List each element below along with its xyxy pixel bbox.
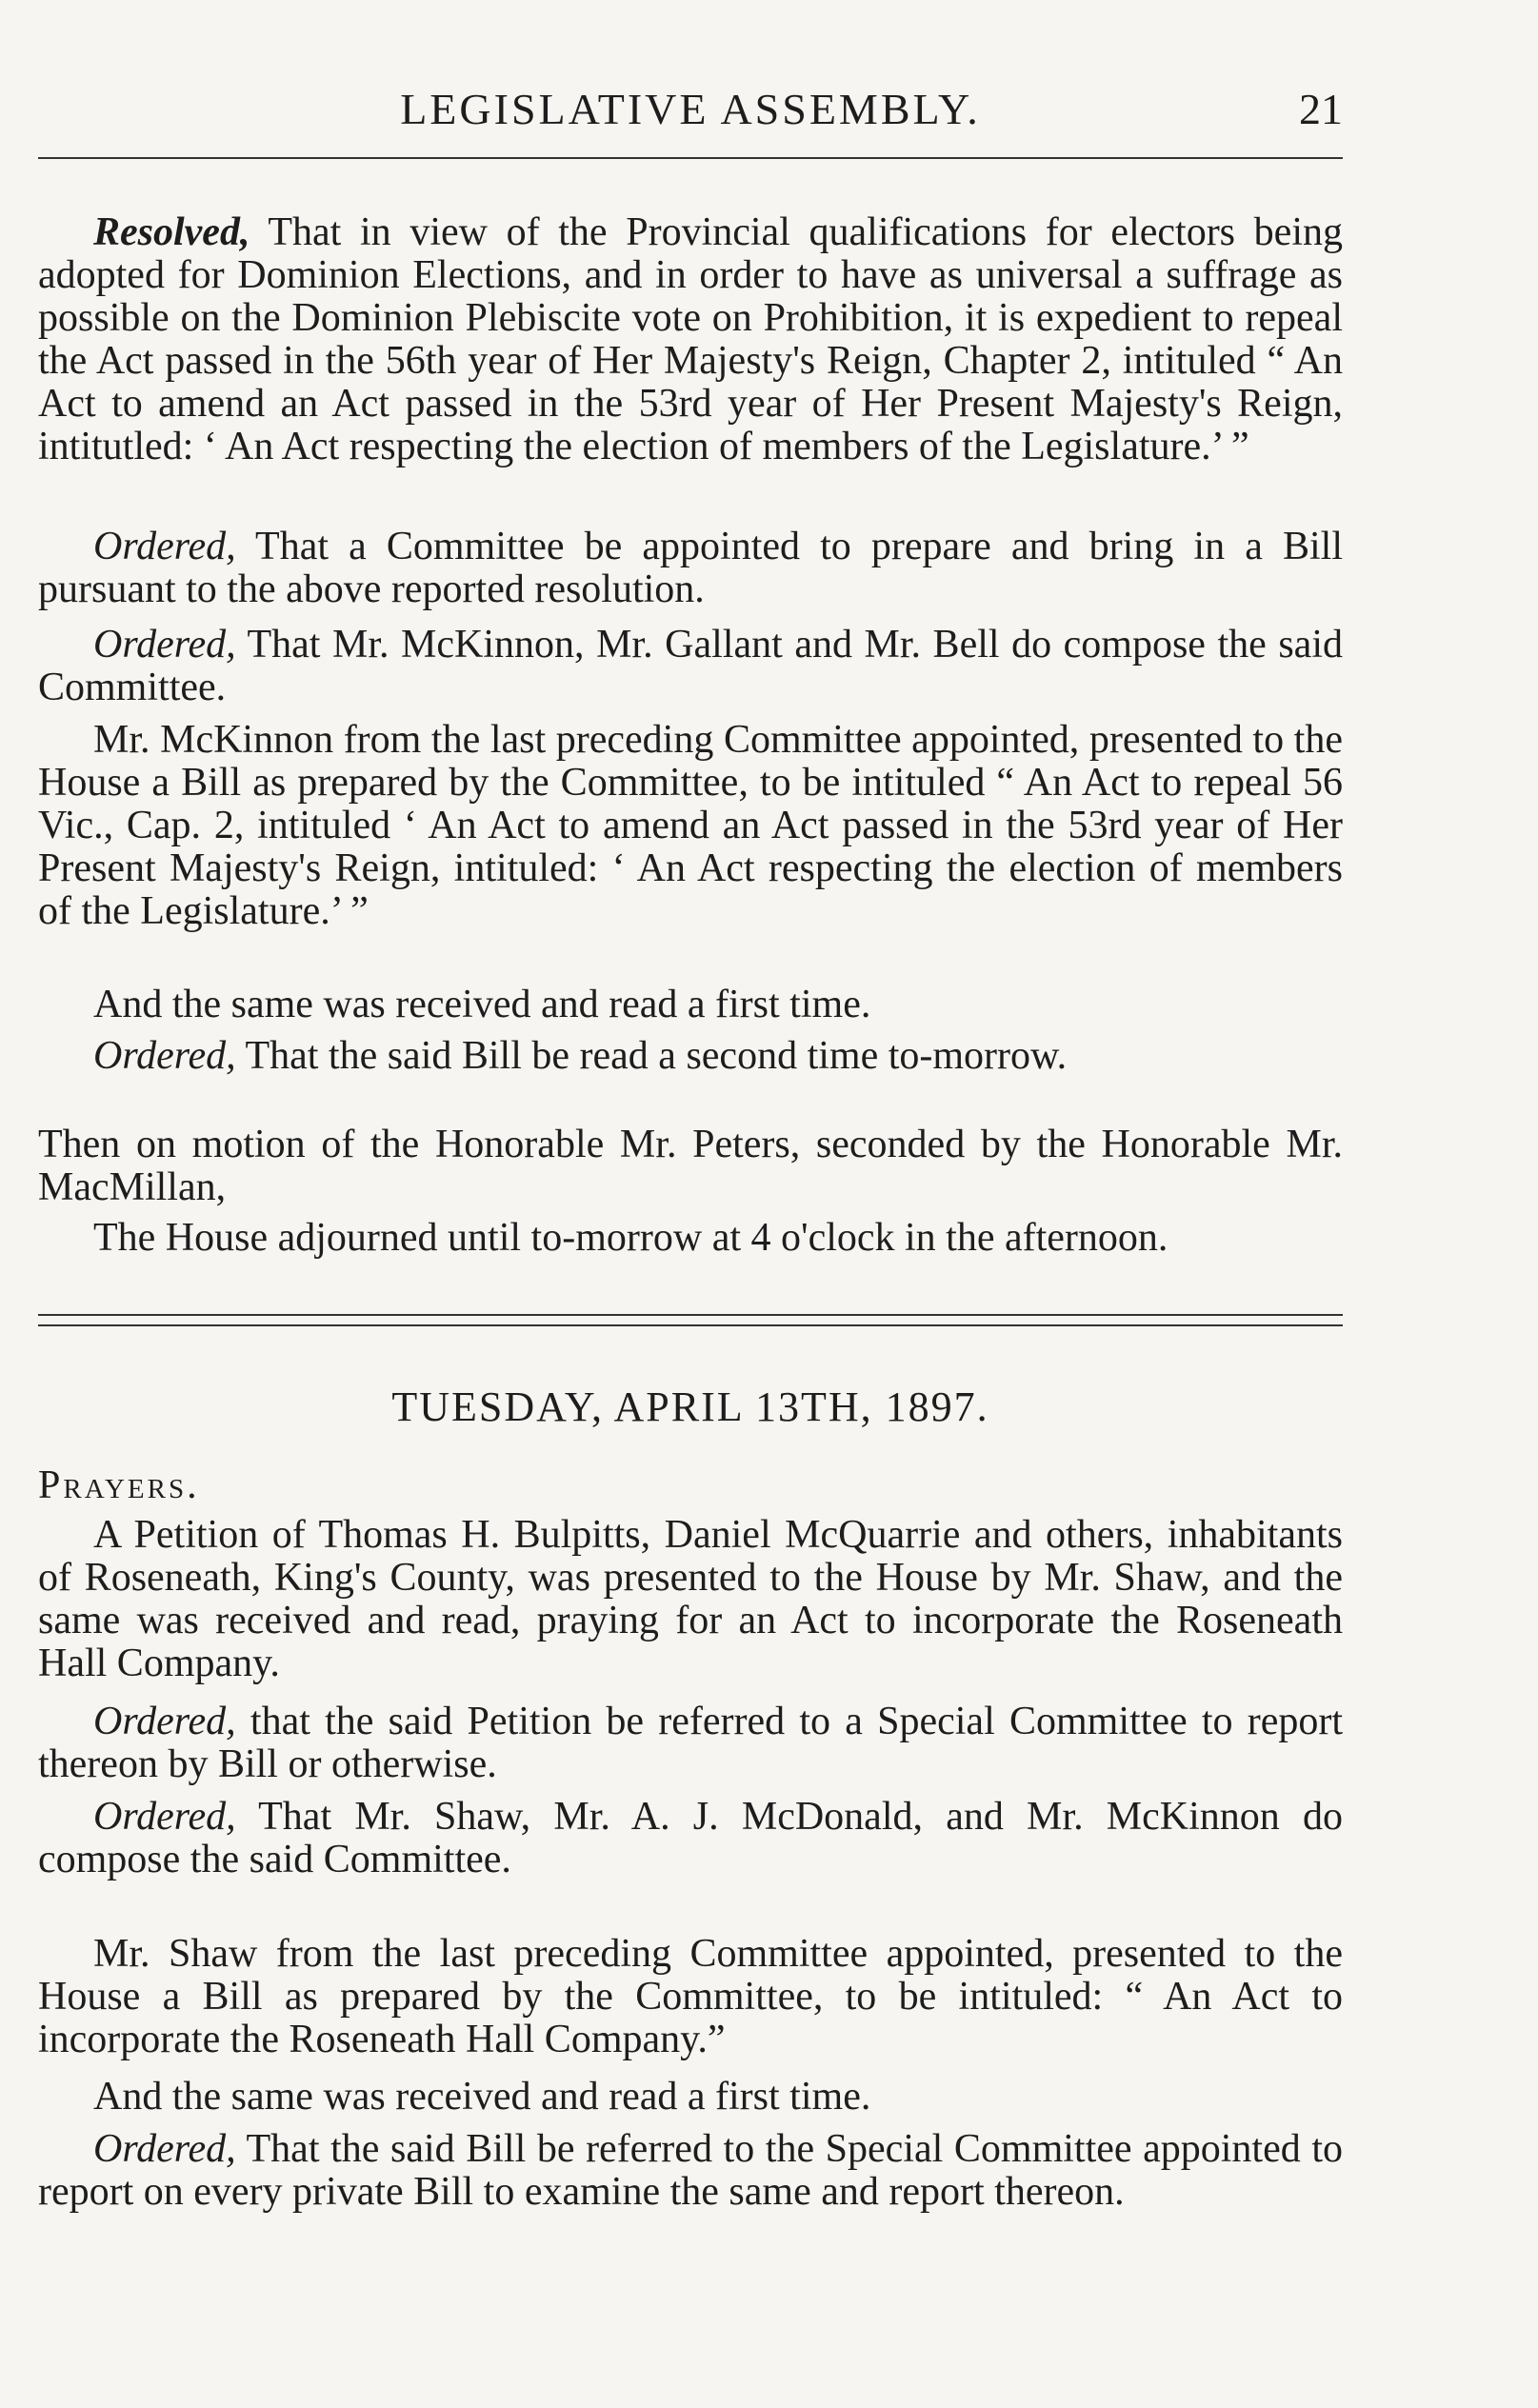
- private-bill-text: That the said Bill be referred to the Special Committee appointed to report on every private Bill to examine the same and report thereon.: [38, 2127, 1344, 2214]
- page-number: 21: [1299, 85, 1343, 133]
- resolution-paragraph: [38, 211, 1343, 468]
- special-committee-text: That Mr. Shaw, Mr. A. J. McDonald, and Mr. McKinnon do compose the said Committee.: [38, 1795, 1343, 1881]
- shaw-bill-paragraph: [38, 1933, 1343, 2061]
- ordered-lead: Ordered,: [93, 1795, 236, 1839]
- motion-text: Then on motion of the Honorable Mr. Peters, seconded by the Honorable Mr. MacMillan,: [38, 1123, 1343, 1209]
- ordered-lead: Ordered,: [93, 1034, 236, 1078]
- petition-text: A Petition of Thomas H. Bulpitts, Daniel McQuarrie and others, inhabitants of Roseneath, King's County, was presented to the House by Mr. Shaw, and the same was received and read, praying for an Act to incorporate the Roseneath Hall Company.: [38, 1513, 1343, 1685]
- petition-referral-paragraph: [38, 1701, 1343, 1786]
- section-divider: [38, 1314, 1343, 1326]
- resolved-lead: Resolved,: [93, 210, 250, 254]
- prayers-text: Prayers.: [38, 1463, 200, 1507]
- petition-paragraph: [38, 1514, 1343, 1685]
- ordered-lead: Ordered,: [93, 525, 236, 568]
- order-members-text: That Mr. McKinnon, Mr. Gallant and Mr. Bell do compose the said Committee.: [38, 623, 1343, 709]
- motion-paragraph: [38, 1124, 1343, 1209]
- first-reading-text: And the same was received and read a first time.: [93, 983, 871, 1026]
- shaw-bill-text: Mr. Shaw from the last preceding Committee appointed, presented to the House a Bill as prepared by the Committee, to be intituled: “ An Act to incorporate the Roseneath Hall Company.”: [38, 1932, 1343, 2061]
- running-header: [38, 84, 1343, 141]
- bill-presented-paragraph: [38, 719, 1343, 933]
- petition-referral-text: that the said Petition be referred to a Special Committee to report thereon by Bill or otherwise.: [38, 1700, 1344, 1786]
- private-bill-paragraph: [38, 2128, 1343, 2214]
- header-rule: [38, 157, 1343, 159]
- shaw-first-reading-text: And the same was received and read a first time.: [93, 2075, 871, 2119]
- shaw-first-reading-paragraph: [38, 2076, 1343, 2119]
- header-title: LEGISLATIVE ASSEMBLY.: [400, 85, 981, 133]
- second-reading-paragraph: [38, 1035, 1343, 1078]
- first-reading-paragraph: [38, 984, 1343, 1026]
- date-heading: TUESDAY, APRIL 13TH, 1897.: [391, 1383, 989, 1430]
- ordered-lead: Ordered,: [93, 623, 236, 667]
- bill-presented-text: Mr. McKinnon from the last preceding Committee appointed, presented to the House a Bill as prepared by the Committee, to be intituled “ An Act to repeal 56 Vic., Cap. 2, intituled ‘ An Act to amend an Act passed in the 53rd year of Her Present Majesty's Reign, intituled: ‘ An Act respecting the election of members of the Legislature.’ ”: [38, 718, 1343, 933]
- resolution-text: That in view of the Provincial qualifications for electors being adopted for Dominion Elections, and in order to have as universal a suffrage as possible on the Dominion Plebiscite vote on Prohibition, it is expedient to repeal the Act passed in the 56th year of Her Majesty's Reign, Chapter 2, intituled “ An Act to amend an Act passed in the 53rd year of Her Present Majesty's Reign, intitutled: ‘ An Act respecting the election of members of the Legislature.’ ”: [38, 210, 1343, 468]
- second-reading-text: That the said Bill be read a second time to-morrow.: [245, 1034, 1068, 1078]
- ordered-lead: Ordered,: [93, 2127, 236, 2171]
- adjourn-text: The House adjourned until to-morrow at 4 o'clock in the afternoon.: [93, 1216, 1168, 1260]
- order-committee-paragraph: [38, 526, 1343, 611]
- adjourn-paragraph: [38, 1217, 1343, 1260]
- order-members-paragraph: [38, 624, 1343, 709]
- prayers-line: [38, 1464, 1343, 1507]
- special-committee-paragraph: [38, 1796, 1343, 1881]
- order-committee-text: That a Committee be appointed to prepare and bring in a Bill pursuant to the above reported resolution.: [38, 525, 1343, 611]
- ordered-lead: Ordered,: [93, 1700, 236, 1743]
